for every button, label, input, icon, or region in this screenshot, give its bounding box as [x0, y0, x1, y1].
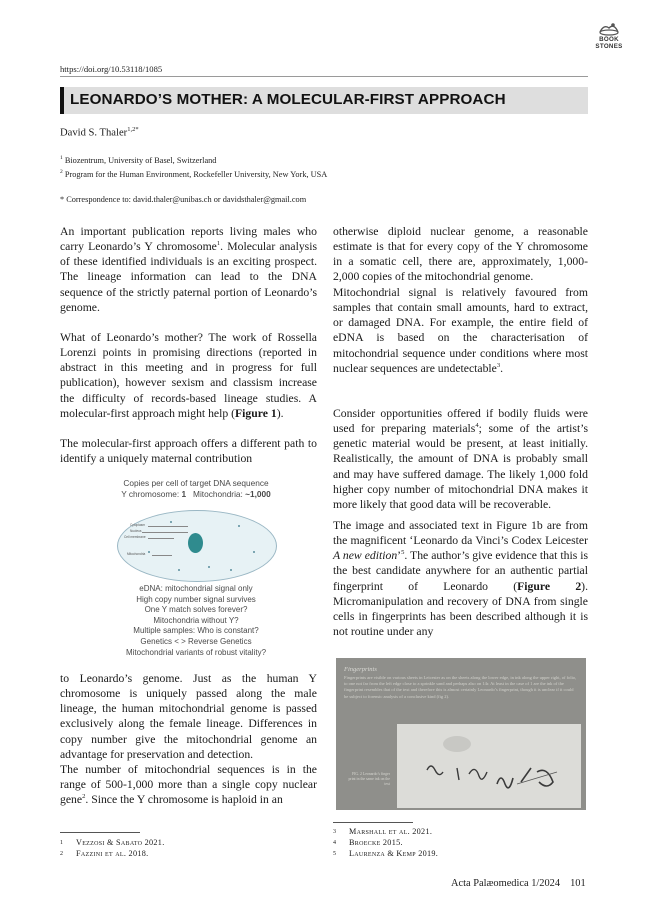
affiliation-number: 1 [60, 155, 63, 161]
col2-paragraph-1: otherwise diploid nuclear genome, a reasonable estimate is that for every copy of the Y chromosome in a somatic cell, there are, approximately, 1,000-2,000 copies of the mitochondrial genome. [333, 225, 588, 284]
author-line [60, 126, 139, 139]
col2-paragraph-2: Mitochondrial signal is relatively favoured from samples that contain small amounts, hard to extract, or damaged DNA. For example, the entire field of eDNA is based on the characterisation of mitochondrial sequence under conditions where most nuclear sequences are undetectable$^3$. [333, 286, 588, 375]
page-footer [451, 878, 586, 889]
affiliation-text: Biozentrum, University of Basel, Switzerland [64, 155, 217, 165]
figure-1-line: Multiple samples: Who is constant? [133, 626, 259, 636]
affiliation-number: 2 [60, 169, 63, 175]
figure-2-text: Fingerprints are visible on various sheets in Leicester as on the sheets along the lower edge, in ink along the upper right, of folio, to one not far from the left edge close to a sprinkle sand and perhaps also on 14r. At least in the case of 1 are the ink of the fingerprint resembles that of the text and therefore this is almost certainly Leonardo’s fingerprint, though it is unclear if it could be subject to forensic analysis of a conclusive kind (fig 2). [344, 675, 577, 699]
correspondence: * Correspondence to: david.thaler@unibas.ch or davidsthaler@gmail.com [60, 195, 307, 204]
footnote-2: 2 Fazzini et al. 2018. [60, 849, 149, 858]
header-rule [60, 76, 588, 77]
author-marks: 1,2* [127, 126, 139, 133]
doi-link[interactable]: https://doi.org/10.53118/1085 [60, 64, 163, 74]
title-accent [60, 87, 64, 114]
figure-2 [336, 658, 586, 810]
label-cell-membrane: Cell membrane [124, 535, 146, 539]
figure-1-line: One Y match solves forever? [144, 605, 248, 615]
footnote-rule-left [60, 832, 140, 833]
col1-paragraph-4: to Leonardo’s genome. Just as the human Y chromosome is uniquely passed along the male lineage, the human mitochondrial genome is passed exclusively along the female lineage. Differences in copy number give the mitochondrial genome an advantage for preservation and detection. [60, 672, 317, 761]
footnote-rule-right [333, 822, 413, 823]
footnote-3: 3 Marshall et al. 2021. [333, 827, 433, 836]
figure-1-line: High copy number signal survives [136, 594, 256, 604]
footnote-4: 4 Broecke 2015. [333, 838, 403, 847]
col2-paragraph-3: Consider opportunities offered if bodily fluids were used for preparing materials$^4$; some of the artist’s genetic material would be present, at least initially. Realistically, the amount of DNA is probably small and may have suffered damage. The likely 1,000 fold higher copy number of mitochondrial DNA makes it more likely that good data will be recoverable. [333, 407, 588, 511]
col1-paragraph-3: The molecular-first approach offers a different path to identify a uniquely maternal contribution [60, 437, 317, 466]
logo-line-2: STONES [595, 43, 623, 50]
book-stones-icon [598, 20, 620, 36]
col1-paragraph-5: The number of mitochondrial sequences is in the range of 500-1,000 more than a single copy nuclear gene$^2$. Since the Y chromosome is haploid in an [60, 763, 317, 807]
figure-2-caption: FIG. 2 Leonardo’s finger print in the same ink on the text [348, 772, 390, 787]
affiliation-1 [60, 155, 216, 165]
journal-name: Acta Palæomedica 1/2024 [451, 878, 561, 889]
label-mitochondria: Mitochondria [127, 552, 146, 556]
figure-1-line: Mitochondrial variants of robust vitality? [125, 647, 267, 657]
page-number: 101 [570, 878, 586, 889]
figure-1 [90, 478, 302, 656]
col2-paragraph-4: The image and associated text in Figure 1b are from the magnificent ‘Leonardo da Vinci’s Codex Leicester A new edition’$^5$. The author’s give evidence that this is the best candidate anywhere for an authentic partial fingerprint of Leonardo (Figure 2). Micromanipulation and recovery of DNA from single cells in fingerprints has been described although it is not routine under any [333, 519, 589, 639]
fingerprint-photo [397, 724, 581, 808]
affiliation-2 [60, 169, 327, 179]
figure-1-line: Mitochondria without Y? [153, 615, 239, 625]
col1-paragraph-2: What of Leonardo’s mother? The work of Rossella Lorenzi points in promising directions (reported in abstract in this meeting and in progress for full publication), however sexism and classism increase the difficulty of records-based lineage studies. A molecular-first approach might help (Figure 1). [60, 331, 317, 420]
label-nucleus: Nucleus [130, 529, 142, 533]
footnote-1: 1 Vezzosi & Sabato 2021. [60, 838, 165, 847]
figure-1-line: Genetics < > Reverse Genetics [140, 637, 252, 646]
author-name: David S. Thaler [60, 127, 128, 139]
figure-2-heading: Fingerprints [344, 666, 377, 673]
col1-paragraph-1: An important publication reports living males who carry Leonardo’s Y chromosome$^1$. Molecular analysis of these identified individuals is an exciting prospect. The lineage information can lead to the DNA sequence of the strictly paternal portion of Leonardo’s genome. [60, 225, 318, 314]
figure-1-line: eDNA: mitochondrial signal only [139, 584, 253, 593]
fingerprint-scribble-icon [397, 724, 581, 808]
label-cytoplasm: Cytoplasm [130, 523, 146, 527]
footnote-5: 5 Laurenza & Kemp 2019. [333, 849, 439, 858]
article-title: LEONARDO’S MOTHER: A MOLECULAR-FIRST APPROACH [70, 91, 506, 108]
figure-1-copy-numbers: Y chromosome: 1 Mitochondria: ~1,000 [121, 489, 271, 499]
nucleus-shape [188, 533, 203, 553]
logo-line-1: BOOK [599, 36, 619, 43]
figure-1-title: Copies per cell of target DNA sequence [123, 478, 269, 488]
affiliation-text: Program for the Human Environment, Rockefeller University, New York, USA [64, 169, 328, 179]
publisher-logo [586, 20, 632, 50]
